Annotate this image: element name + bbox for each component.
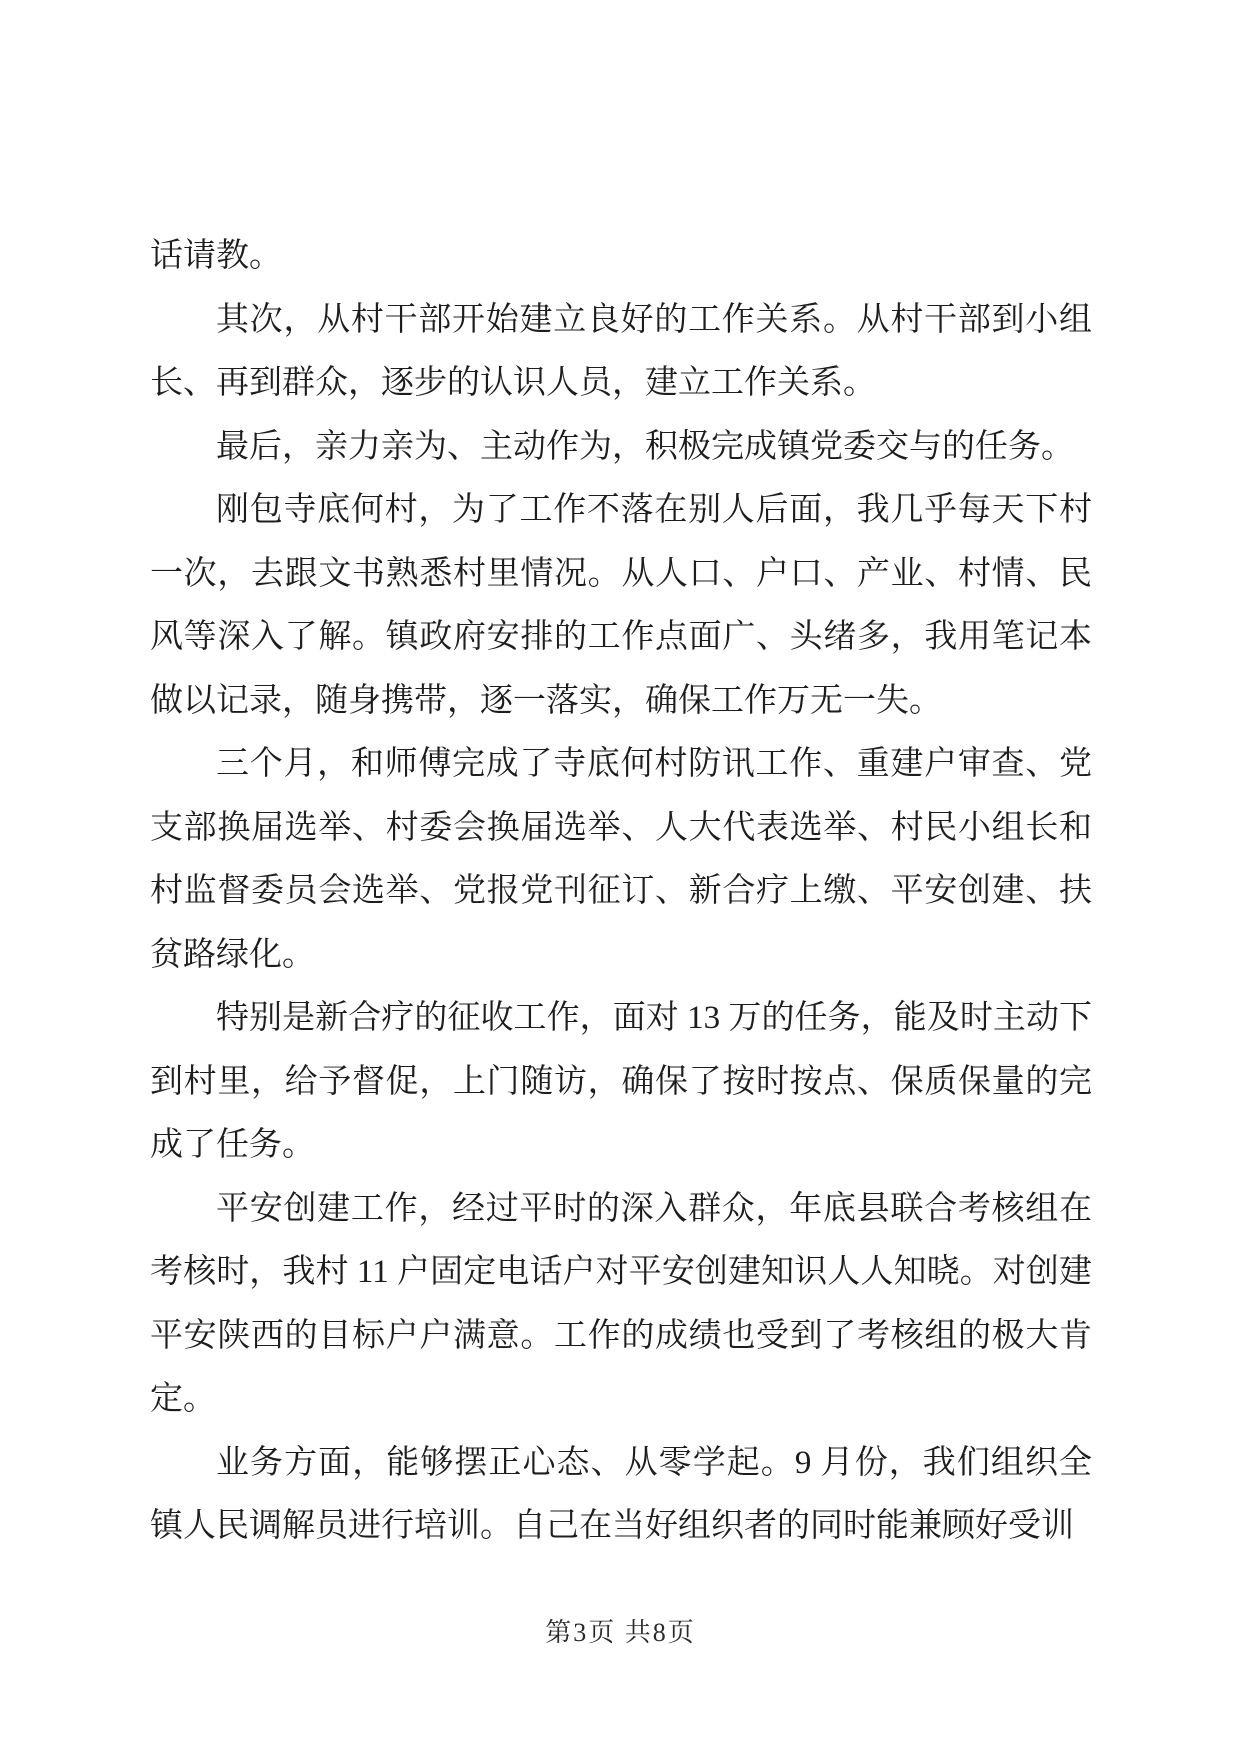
paragraph: 业务方面，能够摆正心态、从零学起。9 月份，我们组织全镇人民调解员进行培训。自己在当好组织者的同时能兼顾好受训 xyxy=(150,1444,1092,1544)
page-number-label: 第3页 共8页 xyxy=(545,1618,696,1647)
paragraph: 平安创建工作，经过平时的深入群众，年底县联合考核组在考核时，我村 11 户固定电话户对平安创建知识人人知晓。对创建平安陕西的目标户户满意。工作的成绩也受到了考核组的极大肯定。 xyxy=(150,1190,1092,1417)
page-footer xyxy=(0,1616,1241,1650)
paragraph: 最后，亲力亲为、主动作为，积极完成镇党委交与的任务。 xyxy=(216,428,1074,465)
paragraph: 特别是新合疗的征收工作，面对 13 万的任务，能及时主动下到村里，给予督促，上门随访，确保了按时按点、保质保量的完成了任务。 xyxy=(150,1000,1092,1163)
paragraph: 其次，从村干部开始建立良好的工作关系。从村干部到小组长、再到群众，逐步的认识人员，建立工作关系。 xyxy=(150,301,1092,401)
paragraph: 三个月，和师傅完成了寺底何村防讯工作、重建户审查、党支部换届选举、村委会换届选举、人大代表选举、村民小组长和村监督委员会选举、党报党刊征订、新合疗上缴、平安创建、扶贫路绿化。 xyxy=(150,746,1092,973)
document-body xyxy=(150,225,1092,1559)
paragraph: 刚包寺底何村，为了工作不落在别人后面，我几乎每天下村一次，去跟文书熟悉村里情况。从人口、户口、产业、村情、民风等深入了解。镇政府安排的工作点面广、头绪多，我用笔记本做以记录，随身携带，逐一落实，确保工作万无一失。 xyxy=(150,492,1092,719)
paragraph: 话请教。 xyxy=(150,238,282,274)
